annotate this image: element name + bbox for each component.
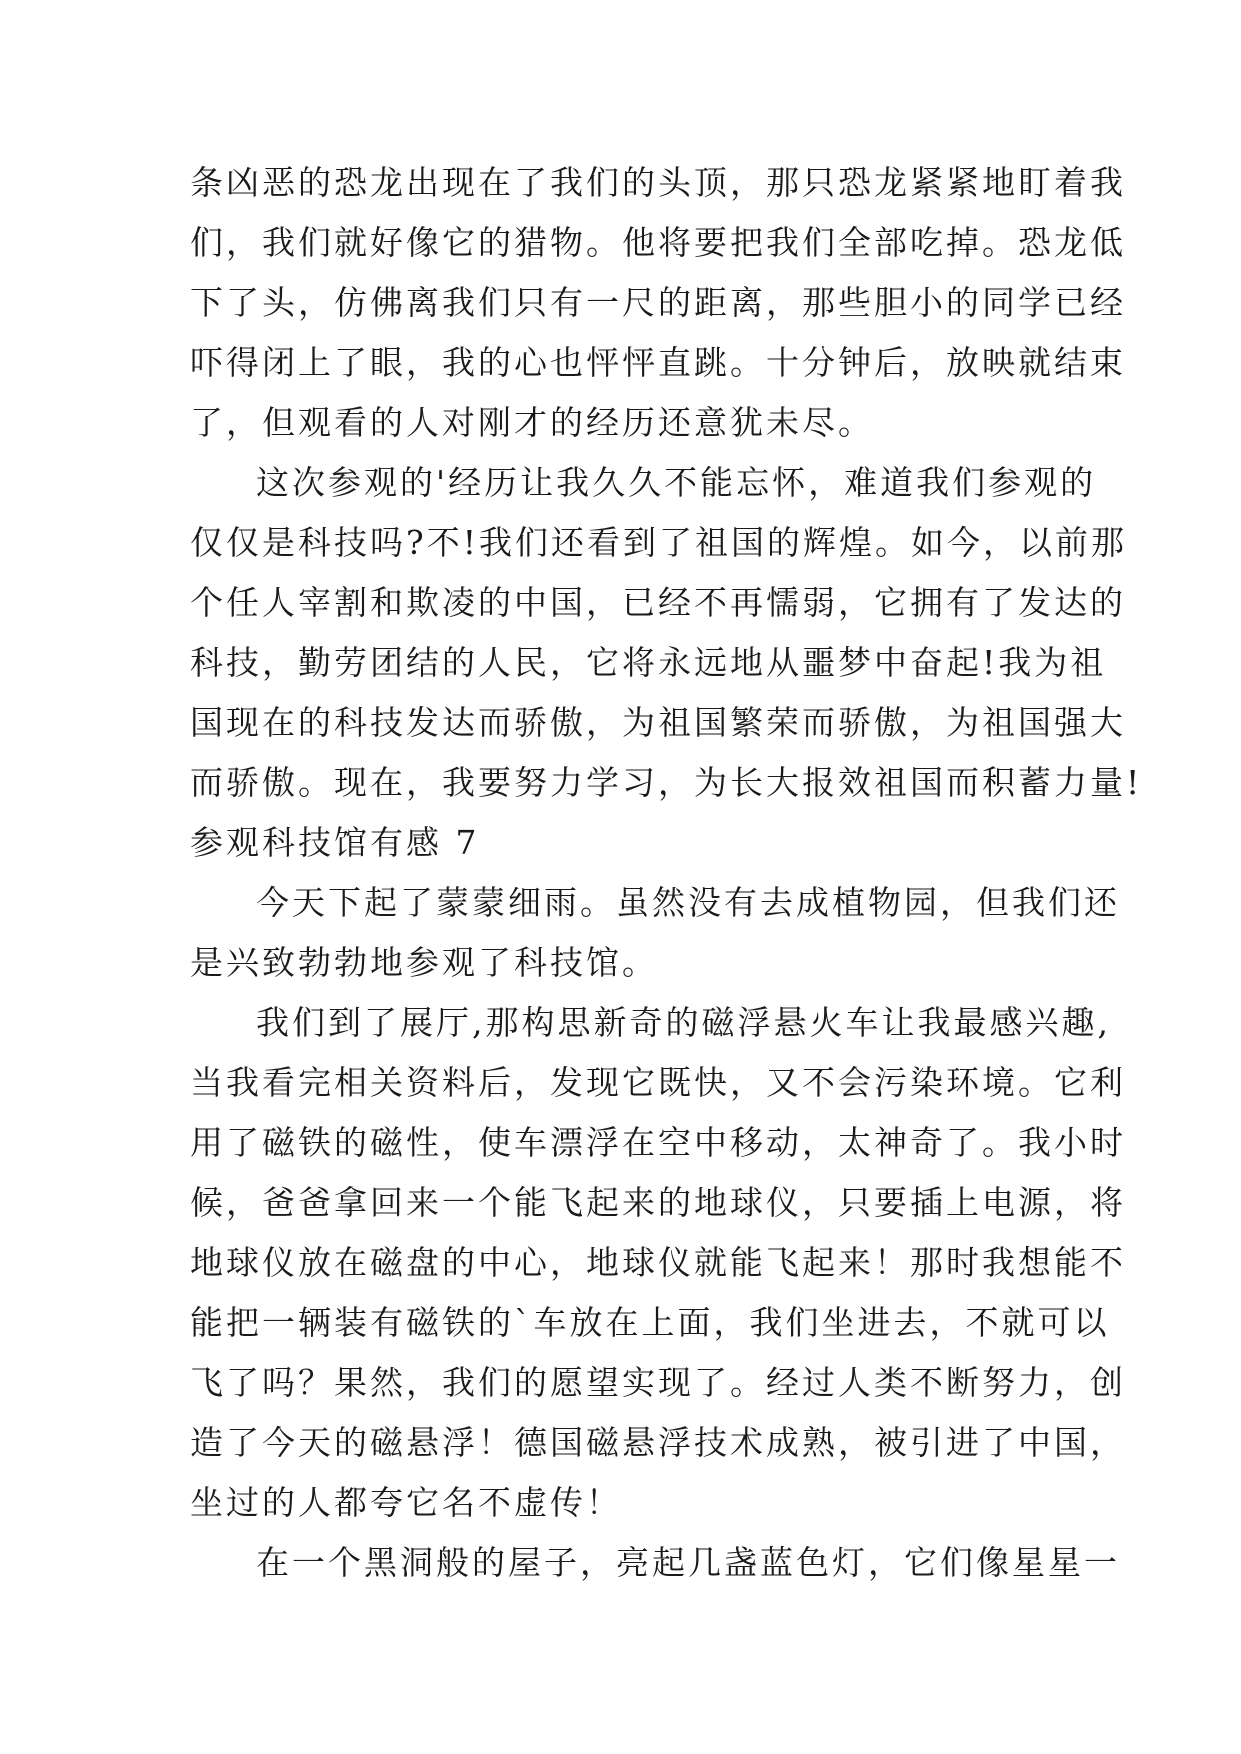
text-line: 了，但观看的人对刚才的经历还意犹未尽。 [190, 403, 874, 442]
text-line: 用了磁铁的磁性，使车漂浮在空中移动，太神奇了。我小时 [190, 1123, 1126, 1162]
text-line: 能把一辆装有磁铁的`车放在上面，我们坐进去，不就可以 [190, 1303, 1110, 1342]
text-line: 而骄傲。现在，我要努力学习，为长大报效祖国而积蓄力量! [190, 763, 1143, 802]
text-line: 候，爸爸拿回来一个能飞起来的地球仪，只要插上电源，将 [190, 1183, 1126, 1222]
paragraph-first-line: 在一个黑洞般的屋子，亮起几盏蓝色灯，它们像星星一 [256, 1543, 1120, 1582]
text-line: 地球仪放在磁盘的中心，地球仪就能飞起来！那时我想能不 [190, 1243, 1126, 1282]
text-line: 仅仅是科技吗?不!我们还看到了祖国的辉煌。如今，以前那 [190, 523, 1127, 562]
text-line: 个任人宰割和欺凌的中国，已经不再懦弱，它拥有了发达的 [190, 583, 1126, 622]
paragraph-first-line: 今天下起了蒙蒙细雨。虽然没有去成植物园，但我们还 [256, 883, 1120, 922]
text-line: 当我看完相关资料后，发现它既快，又不会污染环境。它利 [190, 1063, 1126, 1102]
paragraph-first-line: 这次参观的'经历让我久久不能忘怀，难道我们参观的 [256, 463, 1097, 502]
text-line: 坐过的人都夸它名不虚传！ [190, 1483, 622, 1522]
text-line: 造了今天的磁悬浮！德国磁悬浮技术成熟，被引进了中国， [190, 1423, 1126, 1462]
text-line: 们，我们就好像它的猎物。他将要把我们全部吃掉。恐龙低 [190, 223, 1126, 262]
section-heading: 参观科技馆有感 7 [190, 823, 480, 862]
text-line: 飞了吗？果然，我们的愿望实现了。经过人类不断努力，创 [190, 1363, 1126, 1402]
text-line: 吓得闭上了眼，我的心也怦怦直跳。十分钟后，放映就结束 [190, 343, 1126, 382]
text-line: 科技，勤劳团结的人民，它将永远地从噩梦中奋起!我为祖 [190, 643, 1107, 682]
text-line: 条凶恶的恐龙出现在了我们的头顶，那只恐龙紧紧地盯着我 [190, 163, 1126, 202]
paragraph-first-line: 我们到了展厅,那构思新奇的磁浮悬火车让我最感兴趣, [256, 1003, 1111, 1042]
text-line: 是兴致勃勃地参观了科技馆。 [190, 943, 658, 982]
text-line: 国现在的科技发达而骄傲，为祖国繁荣而骄傲，为祖国强大 [190, 703, 1126, 742]
text-line: 下了头，仿佛离我们只有一尺的距离，那些胆小的同学已经 [190, 283, 1126, 322]
